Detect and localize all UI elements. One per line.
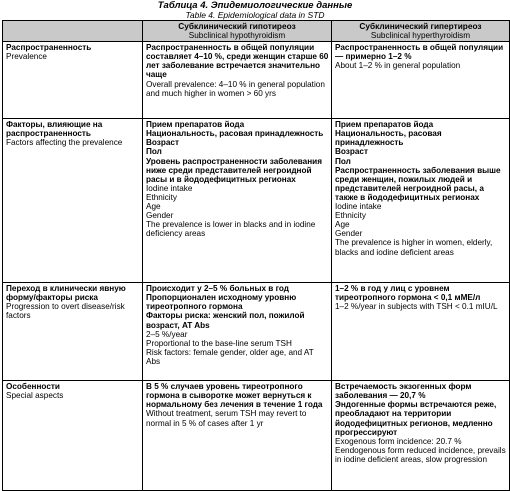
header-hypothyroidism	[143, 21, 332, 42]
cell-hypo-factors	[143, 119, 332, 283]
special-ru: Встречаемость экзогенных форм заболевания — 20,7 %	[335, 382, 472, 401]
header-empty-cell	[3, 21, 143, 42]
cell-hyper-factors	[332, 119, 510, 283]
factor-ru: Прием препаратов йода	[146, 120, 245, 130]
cell-text-ru: В 5 % случаев уровень тиреотропного гормона в сыворотке может вернуться к нормальному без лечения в течение 1 года	[146, 382, 323, 410]
header-hyper-en: Subclinical hyperthyroidism	[370, 31, 471, 41]
label-en: Factors affecting the prevalence	[6, 138, 123, 148]
progression-ru: Факторы риска: женский пол, пожилой возраст, AT Abs	[146, 311, 305, 330]
special-en: Exogenous form incidence: 20.7 %	[335, 436, 462, 446]
label-ru: Факторы, влияющие на распространенность	[6, 120, 103, 139]
label-ru: Распространенность	[6, 43, 92, 53]
factor-en: Age	[335, 220, 350, 230]
row-label-factors	[3, 119, 143, 283]
label-en: Progression to overt disease/risk factors	[6, 302, 125, 321]
label-ru: Особенности	[6, 382, 60, 392]
table-caption	[0, 0, 510, 20]
factor-ru: Уровень распространенности заболевания ниже среди представителей негроидной расы и в йододефицитных регионах	[146, 156, 322, 184]
factor-en: The prevalence is higher in women, elderly, blacks and iodine deficient areas	[335, 238, 493, 257]
cell-text-ru: Распространенность в общей популяции — примерно 1–2 %	[335, 43, 504, 62]
table-row	[3, 381, 510, 491]
cell-hypo-progression	[143, 283, 332, 381]
row-label-prevalence	[3, 42, 143, 119]
caption-ru: Таблица 4. Эпидемиологические данные	[157, 0, 353, 11]
cell-text-ru: Распространенность в общей популяции составляет 4–10 %, среди женщин старше 60 лет заболевание встречается значительно чаще	[146, 43, 329, 80]
table-row	[3, 42, 510, 119]
table-row	[3, 119, 510, 283]
factor-ru: Возраст	[335, 147, 368, 157]
factor-en: Ethnicity	[335, 211, 366, 221]
cell-hyper-special	[332, 381, 510, 491]
cell-text-en: Without treatment, serum TSH may revert to normal in 5 % of cases after 1 yr	[146, 409, 307, 428]
special-en: Eendogenous form reduced incidence, prevails in iodine deficient areas, slow progression	[335, 445, 506, 464]
factor-ru: Национальность, расовая принадлежность	[335, 129, 442, 148]
factor-en: Iodine intake	[335, 202, 382, 212]
cell-hypo-special	[143, 381, 332, 491]
cell-hyper-prevalence	[332, 42, 510, 119]
special-ru: Эндогенные формы встречаются реже, преобладают на территории йододефицитных регионов, медленно прогрессируют	[335, 400, 497, 437]
cell-text-ru: 1–2 % в год у лиц с уровнем тиреотропного гормона < 0,1 мМЕ/л	[335, 284, 481, 303]
progression-ru: Пропорционален исходному уровню тиреотропного гормона	[146, 293, 297, 312]
factor-en: The prevalence is lower in blacks and in iodine deficiency areas	[146, 220, 316, 239]
factor-ru: Национальность, расовая принадлежность	[146, 129, 324, 139]
label-en: Special aspects	[6, 391, 64, 401]
caption-en: Table 4. Epidemiological data in STD	[185, 9, 325, 20]
progression-en: Risk factors: female gender, older age, and AT Abs	[146, 347, 314, 366]
label-en: Prevalence	[6, 52, 47, 62]
label-ru: Переход в клинически явную форму/факторы риска	[6, 284, 126, 303]
cell-hyper-progression	[332, 283, 510, 381]
factor-ru: Распространенность заболевания выше среди женщин, пожилых людей и представителей негроидной расы, а также в йододефицитных регионах	[335, 165, 501, 202]
header-hyper-ru: Субклинический гипертиреоз	[359, 21, 482, 31]
header-hyperthyroidism	[332, 21, 510, 42]
row-label-progression	[3, 283, 143, 381]
factor-en: Age	[146, 202, 161, 212]
header-hypo-ru: Субклинический гипотиреоз	[178, 21, 296, 31]
header-hypo-en: Subclinical hypothyroidism	[188, 31, 286, 41]
progression-en: Proportional to the base-line serum TSH	[146, 338, 292, 348]
factor-ru: Возраст	[146, 138, 179, 148]
row-label-special-aspects	[3, 381, 143, 491]
header-row	[3, 21, 510, 42]
progression-en: 2–5 %/year	[146, 329, 188, 339]
factor-en: Gender	[335, 229, 363, 239]
progression-ru: Происходит у 2–5 % больных в год	[146, 284, 289, 294]
factor-en: Ethnicity	[146, 192, 177, 202]
cell-text-en: About 1–2 % in general population	[335, 61, 461, 71]
factor-en: Iodine intake	[146, 183, 193, 193]
cell-hypo-prevalence	[143, 42, 332, 119]
cell-text-en: Overall prevalence: 4–10 % in general population and much higher in women > 60 yrs	[146, 79, 325, 98]
factor-ru: Пол	[335, 156, 351, 166]
factor-ru: Прием препаратов йода	[335, 120, 434, 130]
table-row	[3, 283, 510, 381]
factor-ru: Пол	[146, 147, 162, 157]
cell-text-en: 1–2 %/year in subjects with TSH < 0.1 mIU/L	[335, 302, 498, 312]
epidemiology-table	[2, 20, 510, 491]
factor-en: Gender	[146, 211, 174, 221]
